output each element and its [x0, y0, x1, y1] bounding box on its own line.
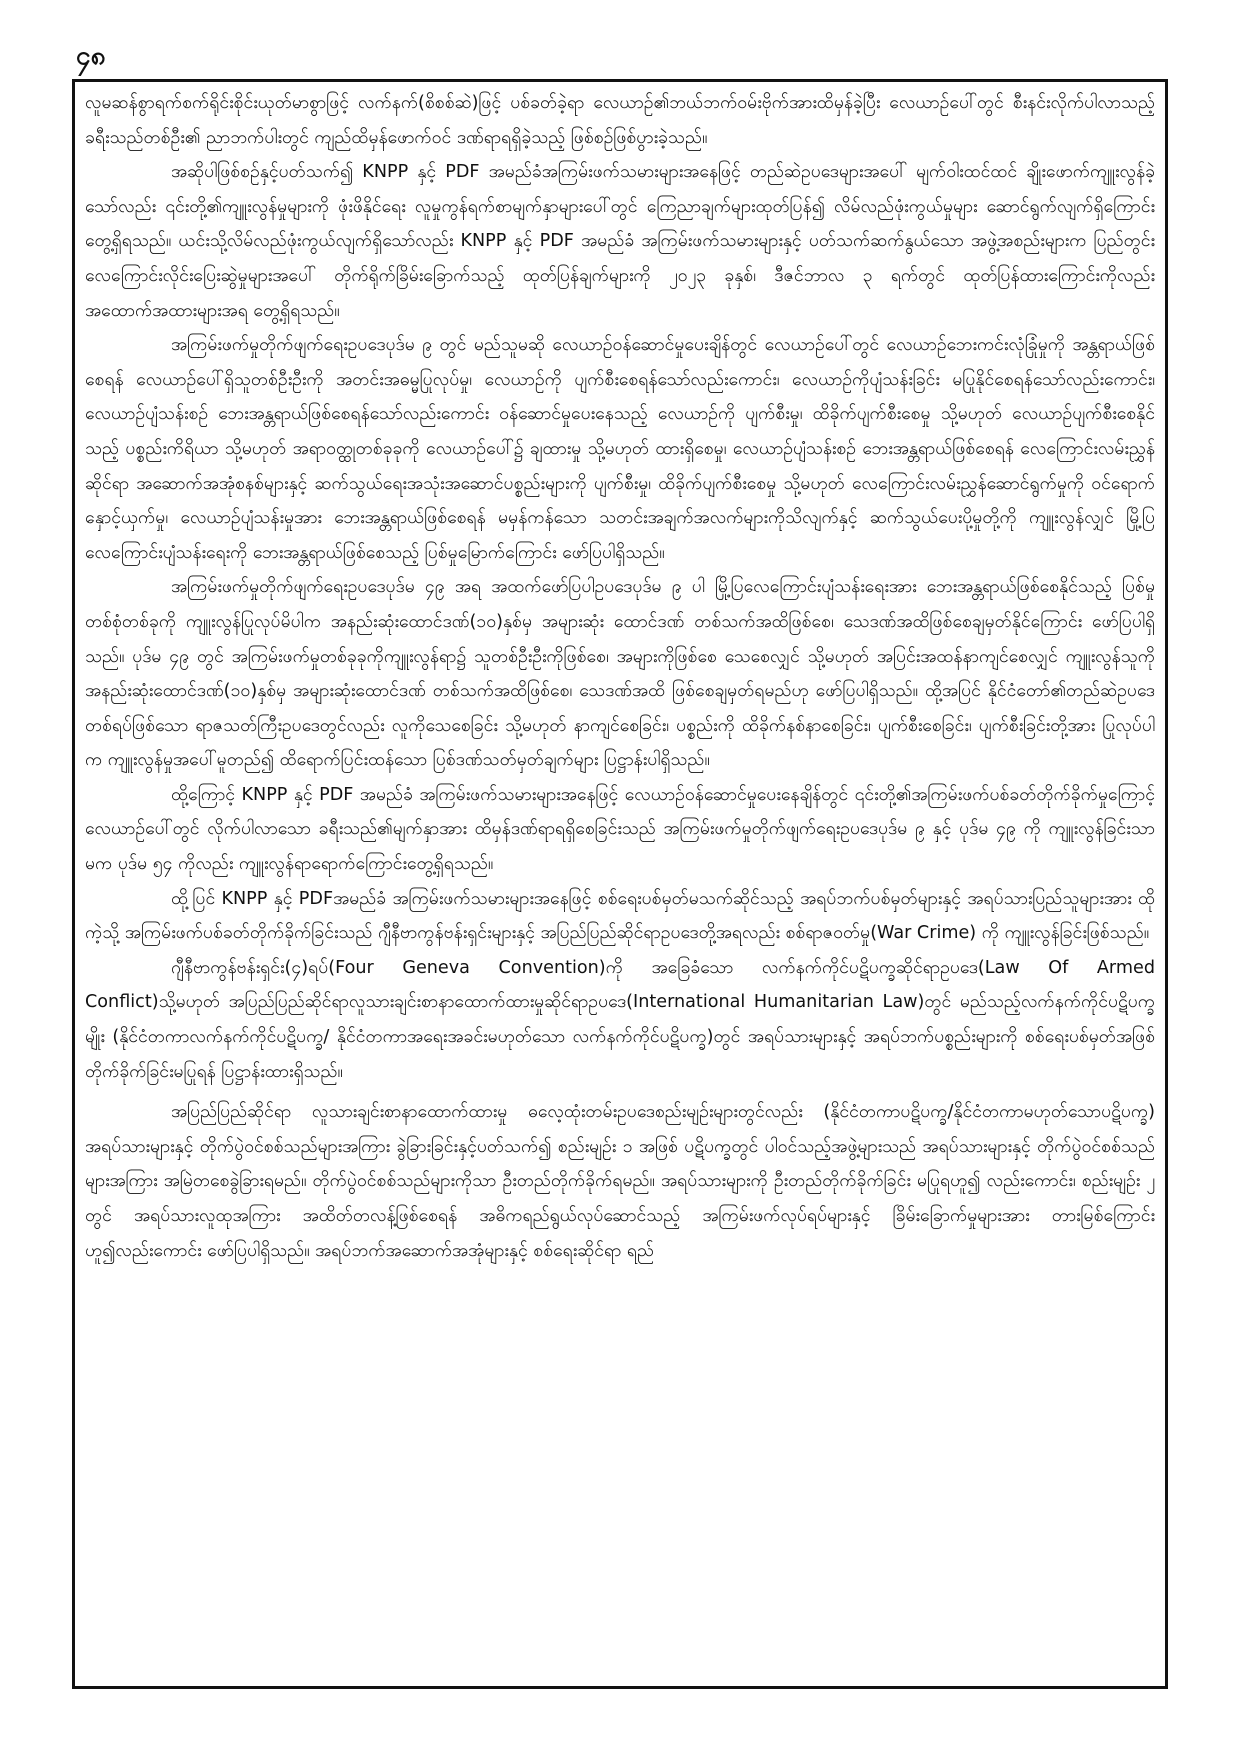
paragraph-3: အကြမ်းဖက်မှုတိုက်ဖျက်ရေးဥပဒေပုဒ်မ ၉ တွင် မည်သူမဆို လေယာဉ်ဝန်ဆောင်မှုပေးချိန်တွင် လေယာဉ်ပေါ်တွင် လေယာဉ်ဘေးကင်းလုံခြုံမှုကို အန္တရာယ်ဖြစ်စေရန် လေယာဉ်ပေါ်ရှိသူတစ်ဦးဦးကို အတင်းအဓမ္မပြုလုပ်မှု၊ လေယာဉ်ကို ပျက်စီးစေရန်သော်လည်းကောင်း၊ လေယာဉ်ကိုပျံသန်းခြင်း မပြုနိုင်စေရန်သော်လည်းကောင်း၊ လေယာဉ်ပျံသန်းစဉ် ဘေးအန္တရာယ်ဖြစ်စေရန်သော်လည်းကောင်း ဝန်ဆောင်မှုပေးနေသည့် လေယာဉ်ကို ပျက်စီးမှု၊ ထိခိုက်ပျက်စီးစေမှု သို့မဟုတ် လေယာဉ်ပျက်စီးစေနိုင်သည့် ပစ္စည်းကိရိယာ သို့မဟုတ် အရာဝတ္ထုတစ်ခုခုကို လေယာဉ်ပေါ်၌ ချထားမှု သို့မဟုတ် ထားရှိစေမှု၊ လေယာဉ်ပျံသန်းစဉ် ဘေးအန္တရာယ်ဖြစ်စေရန် လေကြောင်းလမ်းညွှန်ဆိုင်ရာ အဆောက်အအုံစနစ်များနှင့် ဆက်သွယ်ရေးအသုံးအဆောင်ပစ္စည်းများကို ပျက်စီးမှု၊ ထိခိုက်ပျက်စီးစေမှု သို့မဟုတ် လေကြောင်းလမ်းညွှန်ဆောင်ရွက်မှုကို ဝင်ရောက်နှောင့်ယှက်မှု၊ လေယာဉ်ပျံသန်းမှုအား ဘေးအန္တရာယ်ဖြစ်စေရန် မမှန်ကန်သော သတင်းအချက်အလက်များကိုသိလျက်နှင့် ဆက်သွယ်ပေးပို့မှုတို့ကို ကျူးလွန်လျှင် မြို့ပြလေကြောင်းပျံသန်းရေးကို ဘေးအန္တရာယ်ဖြစ်စေသည့် ပြစ်မှုမြောက်ကြောင်း ဖော်ပြပါရှိသည်။: [85, 335, 1155, 563]
paragraph-2: အဆိုပါဖြစ်စဉ်နှင့်ပတ်သက်၍ KNPP နှင့် PDF အမည်ခံအကြမ်းဖက်သမားများအနေဖြင့် တည်ဆဲဥပဒေများအပေါ် မျက်ဝါးထင်ထင် ချိုးဖောက်ကျူးလွန်ခဲ့သော်လည်း ၎င်းတို့၏ကျူးလွန်မှုများကို ဖုံးဖိနိုင်ရေး လူမှုကွန်ရက်စာမျက်နှာများပေါ်တွင် ကြေညာချက်များထုတ်ပြန်၍ လိမ်လည်ဖုံးကွယ်မှုများ ဆောင်ရွက်လျက်ရှိကြောင်း တွေ့ရှိရသည်။ ယင်းသို့လိမ်လည်ဖုံးကွယ်လျက်ရှိသော်လည်း KNPP နှင့် PDF အမည်ခံ အကြမ်းဖက်သမားများနှင့် ပတ်သက်ဆက်နွယ်သော အဖွဲ့အစည်းများက ပြည်တွင်း လေကြောင်းလိုင်းပြေးဆွဲမှုများအပေါ် တိုက်ရိုက်ခြိမ်းခြောက်သည့် ထုတ်ပြန်ချက်များကို ၂၀၂၃ ခုနှစ်၊ ဒီဇင်ဘာလ ၃ ရက်တွင် ထုတ်ပြန်ထားကြောင်းကိုလည်း အထောက်အထားများအရ တွေ့ရှိရသည်။: [85, 162, 1155, 321]
paragraph-5: ထို့ကြောင့် KNPP နှင့် PDF အမည်ခံ အကြမ်းဖက်သမားများအနေဖြင့် လေယာဉ်ဝန်ဆောင်မှုပေးနေချိန်တွင် ၎င်းတို့၏အကြမ်းဖက်ပစ်ခတ်တိုက်ခိုက်မှုကြောင့် လေယာဉ်ပေါ်တွင် လိုက်ပါလာသော ခရီးသည်၏မျက်နှာအား ထိမှန်ဒဏ်ရာရရှိစေခြင်းသည် အကြမ်းဖက်မှုတိုက်ဖျက်ရေးဥပဒေပုဒ်မ ၉ နှင့် ပုဒ်မ ၄၉ ကို ကျူးလွန်ခြင်းသာမက ပုဒ်မ ၅၄ ကိုလည်း ကျူးလွန်ရာရောက်ကြောင်းတွေ့ရှိရသည်။: [85, 784, 1155, 875]
content-frame: [72, 79, 1168, 1689]
paragraph-7: ဂျီနီဗာကွန်ဗန်းရှင်း(၄)ရပ်(Four Geneva Convention)ကို အခြေခံသော လက်နက်ကိုင်ပဋိပက္ခဆိုင်ရာဥပဒေ(Law Of Armed Conflict)သို့မဟုတ် အပြည်ပြည်ဆိုင်ရာလူသားချင်းစာနာထောက်ထားမှုဆိုင်ရာဥပဒေ(International Humanitarian Law)တွင် မည်သည့်လက်နက်ကိုင်ပဋိပက္ခမျိုး (နိုင်ငံတကာလက်နက်ကိုင်ပဋိပက္ခ/ နိုင်ငံတကာအရေးအခင်းမဟုတ်သော လက်နက်ကိုင်ပဋိပက္ခ)တွင် အရပ်သားများနှင့် အရပ်ဘက်ပစ္စည်းများကို စစ်ရေးပစ်မှတ်အဖြစ် တိုက်ခိုက်ခြင်းမပြုရန် ပြဋ္ဌာန်းထားရှိသည်။: [85, 957, 1155, 1082]
paragraph-6: ထို့ပြင် KNPP နှင့် PDFအမည်ခံ အကြမ်းဖက်သမားများအနေဖြင့် စစ်ရေးပစ်မှတ်မသက်ဆိုင်သည့် အရပ်ဘက်ပစ်မှတ်များနှင့် အရပ်သားပြည်သူများအား ထိုကဲ့သို့ အကြမ်းဖက်ပစ်ခတ်တိုက်ခိုက်ခြင်းသည် ဂျီနီဗာကွန်ဗန်းရှင်းများနှင့် အပြည်ပြည်ဆိုင်ရာဥပဒေတို့အရလည်း စစ်ရာဇဝတ်မှု(War Crime) ကို ကျူးလွန်ခြင်းဖြစ်သည်။: [85, 888, 1155, 944]
paragraph-4: အကြမ်းဖက်မှုတိုက်ဖျက်ရေးဥပဒေပုဒ်မ ၄၉ အရ အထက်ဖော်ပြပါဥပဒေပုဒ်မ ၉ ပါ မြို့ပြလေကြောင်းပျံသန်းရေးအား ဘေးအန္တရာယ်ဖြစ်စေနိုင်သည့် ပြစ်မှုတစ်စုံတစ်ခုကို ကျူးလွန်ပြုလုပ်မိပါက အနည်းဆုံးထောင်ဒဏ်(၁၀)နှစ်မှ အများဆုံး ထောင်ဒဏ် တစ်သက်အထိဖြစ်စေ၊ သေဒဏ်အထိဖြစ်စေချမှတ်နိုင်ကြောင်း ဖော်ပြပါရှိသည်။ ပုဒ်မ ၄၉ တွင် အကြမ်းဖက်မှုတစ်ခုခုကိုကျူးလွန်ရာ၌ သူတစ်ဦးဦးကိုဖြစ်စေ၊ အများကိုဖြစ်စေ သေစေလျှင် သို့မဟုတ် အပြင်းအထန်နာကျင်စေလျှင် ကျူးလွန်သူကို အနည်းဆုံးထောင်ဒဏ်(၁၀)နှစ်မှ အများဆုံးထောင်ဒဏ် တစ်သက်အထိဖြစ်စေ၊ သေဒဏ်အထိ ဖြစ်စေချမှတ်ရမည်ဟု ဖော်ပြပါရှိသည်။ ထို့အပြင် နိုင်ငံတော်၏တည်ဆဲဥပဒေတစ်ရပ်ဖြစ်သော ရာဇသတ်ကြီးဥပဒေတွင်လည်း လူကိုသေစေခြင်း သို့မဟုတ် နာကျင်စေခြင်း၊ ပစ္စည်းကို ထိခိုက်နစ်နာစေခြင်း၊ ပျက်စီးစေခြင်း၊ ပျက်စီးခြင်းတို့အား ပြုလုပ်ပါက ကျူးလွန်မှုအပေါ်မူတည်၍ ထိရောက်ပြင်းထန်သော ပြစ်ဒဏ်သတ်မှတ်ချက်များ ပြဋ္ဌာန်းပါရှိသည်။: [85, 577, 1155, 771]
paragraph-8: အပြည်ပြည်ဆိုင်ရာ လူသားချင်းစာနာထောက်ထားမှု ဓလေ့ထုံးတမ်းဥပဒေစည်းမျဉ်းများတွင်လည်း (နိုင်ငံတကာပဋိပက္ခ/နိုင်ငံတကာမဟုတ်သောပဋိပက္ခ) အရပ်သားများနှင့် တိုက်ပွဲဝင်စစ်သည်များအကြား ခွဲခြားခြင်းနှင့်ပတ်သက်၍ စည်းမျဉ်း ၁ အဖြစ် ပဋိပက္ခတွင် ပါဝင်သည့်အဖွဲ့များသည် အရပ်သားများနှင့် တိုက်ပွဲဝင်စစ်သည်များအကြား အမြဲတစေခွဲခြားရမည်။ တိုက်ပွဲဝင်စစ်သည်များကိုသာ ဦးတည်တိုက်ခိုက်ရမည်။ အရပ်သားများကို ဦးတည်တိုက်ခိုက်ခြင်း မပြုရဟူ၍ လည်းကောင်း၊ စည်းမျဉ်း ၂ တွင် အရပ်သားလူထုအကြား အထိတ်တလန့်ဖြစ်စေရန် အဓိကရည်ရွယ်လုပ်ဆောင်သည့် အကြမ်းဖက်လုပ်ရပ်များနှင့် ခြိမ်းခြောက်မှုများအား တားမြစ်ကြောင်းဟူ၍လည်းကောင်း ဖော်ပြပါရှိသည်။ အရပ်ဘက်အဆောက်အအုံများနှင့် စစ်ရေးဆိုင်ရာ ရည်: [85, 1102, 1155, 1261]
page-number: ၄၈: [76, 41, 106, 71]
paragraph-1: လူမဆန်စွာရက်စက်ရိုင်းစိုင်းယုတ်မာစွာဖြင့် လက်နက်(စိစစ်ဆဲ)ဖြင့် ပစ်ခတ်ခဲ့ရာ လေယာဉ်၏ဘယ်ဘက်ဝမ်းဗိုက်အားထိမှန်ခဲ့ပြီး လေယာဉ်ပေါ်တွင် စီးနင်းလိုက်ပါလာသည့် ခရီးသည်တစ်ဦး၏ ညာဘက်ပါးတွင် ကျည်ထိမှန်ဖောက်ဝင် ဒဏ်ရာရရှိခဲ့သည့် ဖြစ်စဉ်ဖြစ်ပွားခဲ့သည်။: [85, 93, 1155, 148]
